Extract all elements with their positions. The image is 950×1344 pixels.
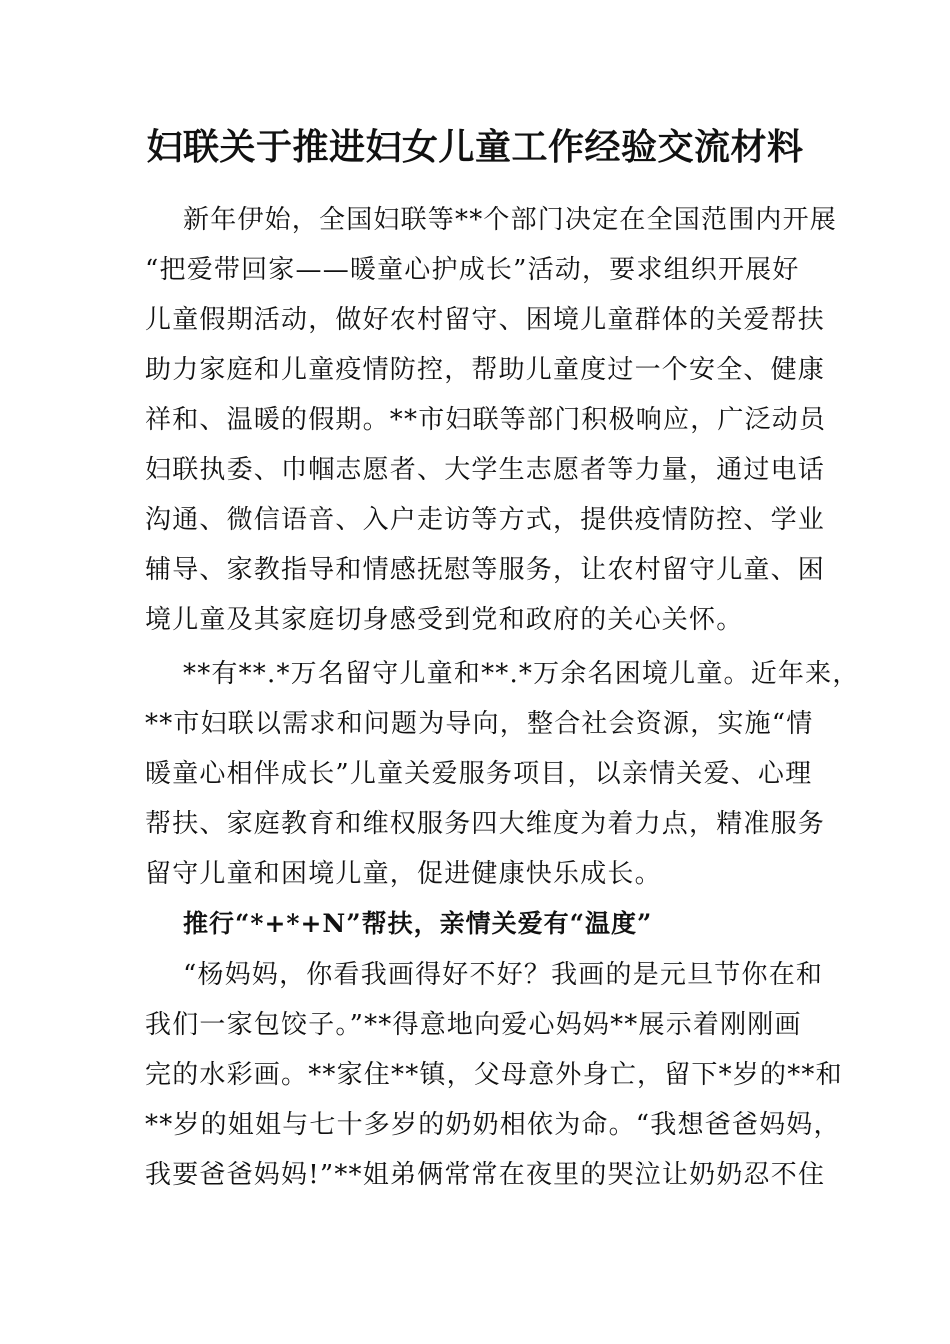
text-line: 我要爸爸妈妈!”**姐弟俩常常在夜里的哭泣让奶奶忍不住: [145, 1160, 826, 1190]
text-line: 妇联执委、巾帼志愿者、大学生志愿者等力量，通过电话: [145, 455, 826, 485]
paragraph-1: [145, 195, 838, 645]
section-heading: 推行“*+*+N”帮扶，亲情关爱有“温度”: [183, 909, 653, 938]
document-title: 妇联关于推进妇女儿童工作经验交流材料: [146, 126, 804, 168]
text-line: 沟通、微信语音、入户走访等方式，提供疫情防控、学业: [145, 505, 826, 535]
paragraph-3: [145, 950, 843, 1200]
text-line: 儿童假期活动，做好农村留守、困境儿童群体的关爱帮扶: [145, 305, 826, 335]
text-line: 我们一家包饺子。”**得意地向爱心妈妈**展示着刚刚画: [145, 1010, 802, 1040]
text-line: 祥和、温暖的假期。**市妇联等部门积极响应，广泛动员: [145, 405, 827, 435]
text-line: 完的水彩画。**家住**镇，父母意外身亡，留下*岁的**和: [145, 1060, 843, 1090]
text-line: **岁的姐姐与七十多岁的奶奶相依为命。“我想爸爸妈妈，: [145, 1110, 841, 1140]
paragraph-2: [145, 649, 860, 899]
text-line: **有**.*万名留守儿童和**.*万余名困境儿童。近年来，: [183, 659, 860, 689]
text-line: 新年伊始，全国妇联等**个部门决定在全国范围内开展: [183, 205, 838, 235]
text-line: 帮扶、家庭教育和维权服务四大维度为着力点，精准服务: [145, 809, 826, 839]
text-line: 境儿童及其家庭切身感受到党和政府的关心关怀。: [145, 605, 744, 635]
text-line: 助力家庭和儿童疫情防控，帮助儿童度过一个安全、健康: [145, 355, 826, 385]
text-line: “把爱带回家——暖童心护成长”活动，要求组织开展好: [145, 255, 800, 285]
text-line: **市妇联以需求和问题为导向，整合社会资源，实施“情: [145, 709, 814, 739]
text-line: 暖童心相伴成长”儿童关爱服务项目，以亲情关爱、心理: [145, 759, 813, 789]
text-line: 留守儿童和困境儿童，促进健康快乐成长。: [145, 859, 662, 889]
text-line: “杨妈妈，你看我画得好不好？我画的是元旦节你在和: [183, 960, 824, 990]
text-line: 辅导、家教指导和情感抚慰等服务，让农村留守儿童、困: [145, 555, 826, 585]
